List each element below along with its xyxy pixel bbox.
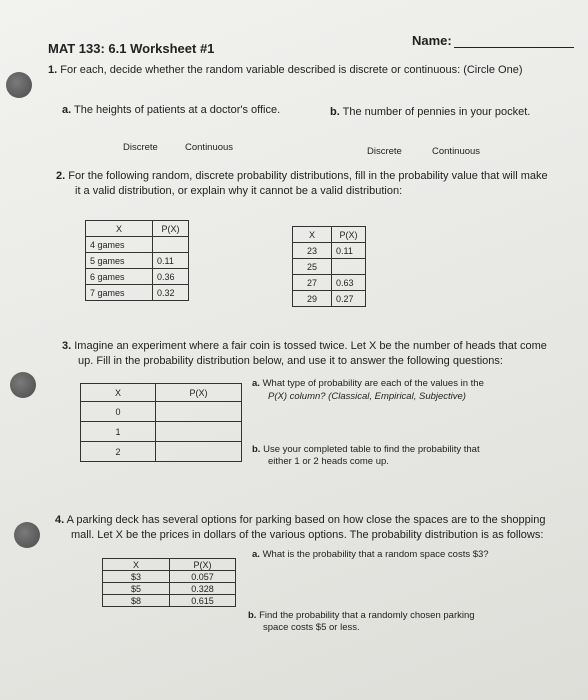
- q3-part-b-line2: either 1 or 2 heads come up.: [268, 456, 389, 467]
- q1-part-b: b. The number of pennies in your pocket.: [330, 106, 531, 118]
- table-cell-blank[interactable]: [332, 259, 366, 275]
- question-number: 3.: [62, 340, 72, 352]
- question-3: [62, 340, 547, 352]
- question-3-text-line1: Imagine an experiment where a fair coin is tossed twice. Let X be the number of heads that come: [74, 340, 547, 352]
- table-header: P(X): [170, 559, 236, 571]
- table-row: [103, 583, 236, 595]
- table-row: [293, 275, 366, 291]
- q1a-option-discrete[interactable]: Discrete: [123, 142, 158, 153]
- question-1-text: For each, decide whether the random variable described is discrete or continuous: (Circle One): [60, 64, 523, 76]
- question-2-text-line1: For the following random, discrete probability distributions, fill in the probability value that will make: [68, 170, 548, 182]
- question-number: 2.: [56, 170, 66, 182]
- table-cell: $8: [103, 595, 170, 607]
- table-cell: 1: [81, 422, 156, 442]
- table-row: [103, 571, 236, 583]
- question-4: [55, 514, 545, 526]
- table-cell: 0.32: [153, 285, 189, 301]
- table-cell: 2: [81, 442, 156, 462]
- table-row: [81, 422, 242, 442]
- binder-hole: [14, 522, 40, 548]
- table-cell: 0.27: [332, 291, 366, 307]
- q1a-option-continuous[interactable]: Continuous: [185, 142, 234, 153]
- table-cell: 0.328: [170, 583, 236, 595]
- name-field[interactable]: [412, 33, 574, 48]
- table-row: [293, 291, 366, 307]
- table-row: [81, 442, 242, 462]
- table-row: [86, 285, 189, 301]
- table-cell: 23: [293, 243, 332, 259]
- table-header: X: [293, 227, 332, 243]
- question-3-text-line2: up. Fill in the probability distribution below, and use it to answer the following questions:: [78, 355, 503, 367]
- q4-part-b: b. Find the probability that a randomly chosen parking: [248, 610, 475, 621]
- table-row: [81, 402, 242, 422]
- question-4-text-line2: mall. Let X be the prices in dollars of the various options. The probability distribution is as follows:: [71, 529, 544, 541]
- table-row: [293, 243, 366, 259]
- table-header: X: [86, 221, 153, 237]
- table-header-row: [81, 384, 242, 402]
- question-1: [48, 64, 522, 76]
- q1b-option-continuous[interactable]: Continuous: [432, 146, 481, 157]
- table-cell: 6 games: [86, 269, 153, 285]
- table-row: [86, 253, 189, 269]
- table-header: X: [103, 559, 170, 571]
- q4-part-b-line2: space costs $5 or less.: [263, 622, 360, 633]
- table-cell: 4 games: [86, 237, 153, 253]
- question-4-text-line1: A parking deck has several options for parking based on how close the spaces are to the shopping: [66, 514, 546, 526]
- q2-table-1: [85, 220, 189, 301]
- table-cell-blank[interactable]: [156, 442, 242, 462]
- table-header-row: [86, 221, 189, 237]
- name-label: Name:: [412, 33, 452, 48]
- table-cell: $5: [103, 583, 170, 595]
- table-cell: 0.615: [170, 595, 236, 607]
- table-row: [86, 237, 189, 253]
- table-cell-blank[interactable]: [156, 402, 242, 422]
- q2-table-2: [292, 226, 366, 307]
- page-title: MAT 133: 6.1 Worksheet #1: [48, 41, 215, 56]
- table-header-row: [103, 559, 236, 571]
- table-cell: 0: [81, 402, 156, 422]
- table-header-row: [293, 227, 366, 243]
- q1b-option-discrete[interactable]: Discrete: [367, 146, 402, 157]
- table-cell: 0.11: [153, 253, 189, 269]
- table-cell: 0.36: [153, 269, 189, 285]
- binder-hole: [6, 72, 32, 98]
- table-row: [103, 595, 236, 607]
- q3-part-a-line2: P(X) column? (Classical, Empirical, Subjective): [268, 391, 466, 402]
- table-header: P(X): [156, 384, 242, 402]
- table-row: [86, 269, 189, 285]
- table-cell: 5 games: [86, 253, 153, 269]
- question-2: [56, 170, 548, 182]
- table-cell: 29: [293, 291, 332, 307]
- table-cell-blank[interactable]: [156, 422, 242, 442]
- question-number: 4.: [55, 514, 65, 526]
- table-cell: 0.057: [170, 571, 236, 583]
- table-header: P(X): [153, 221, 189, 237]
- table-cell: 0.63: [332, 275, 366, 291]
- question-number: 1.: [48, 64, 58, 76]
- q3-part-b: b. Use your completed table to find the probability that: [252, 444, 480, 455]
- table-cell: $3: [103, 571, 170, 583]
- table-header: X: [81, 384, 156, 402]
- q4-part-a: a. What is the probability that a random space costs $3?: [252, 549, 489, 560]
- q4-table: [102, 558, 236, 607]
- table-cell: 0.11: [332, 243, 366, 259]
- binder-hole: [10, 372, 36, 398]
- q3-table: [80, 383, 242, 462]
- table-cell: 7 games: [86, 285, 153, 301]
- table-cell: 25: [293, 259, 332, 275]
- table-cell: 27: [293, 275, 332, 291]
- name-line[interactable]: [454, 47, 574, 48]
- table-header: P(X): [332, 227, 366, 243]
- q1-part-a: a. The heights of patients at a doctor's office.: [62, 104, 281, 116]
- table-cell-blank[interactable]: [153, 237, 189, 253]
- table-row: [293, 259, 366, 275]
- question-2-text-line2: it a valid distribution, or explain why it cannot be a valid distribution:: [75, 185, 403, 197]
- q3-part-a: a. What type of probability are each of the values in the: [252, 378, 484, 389]
